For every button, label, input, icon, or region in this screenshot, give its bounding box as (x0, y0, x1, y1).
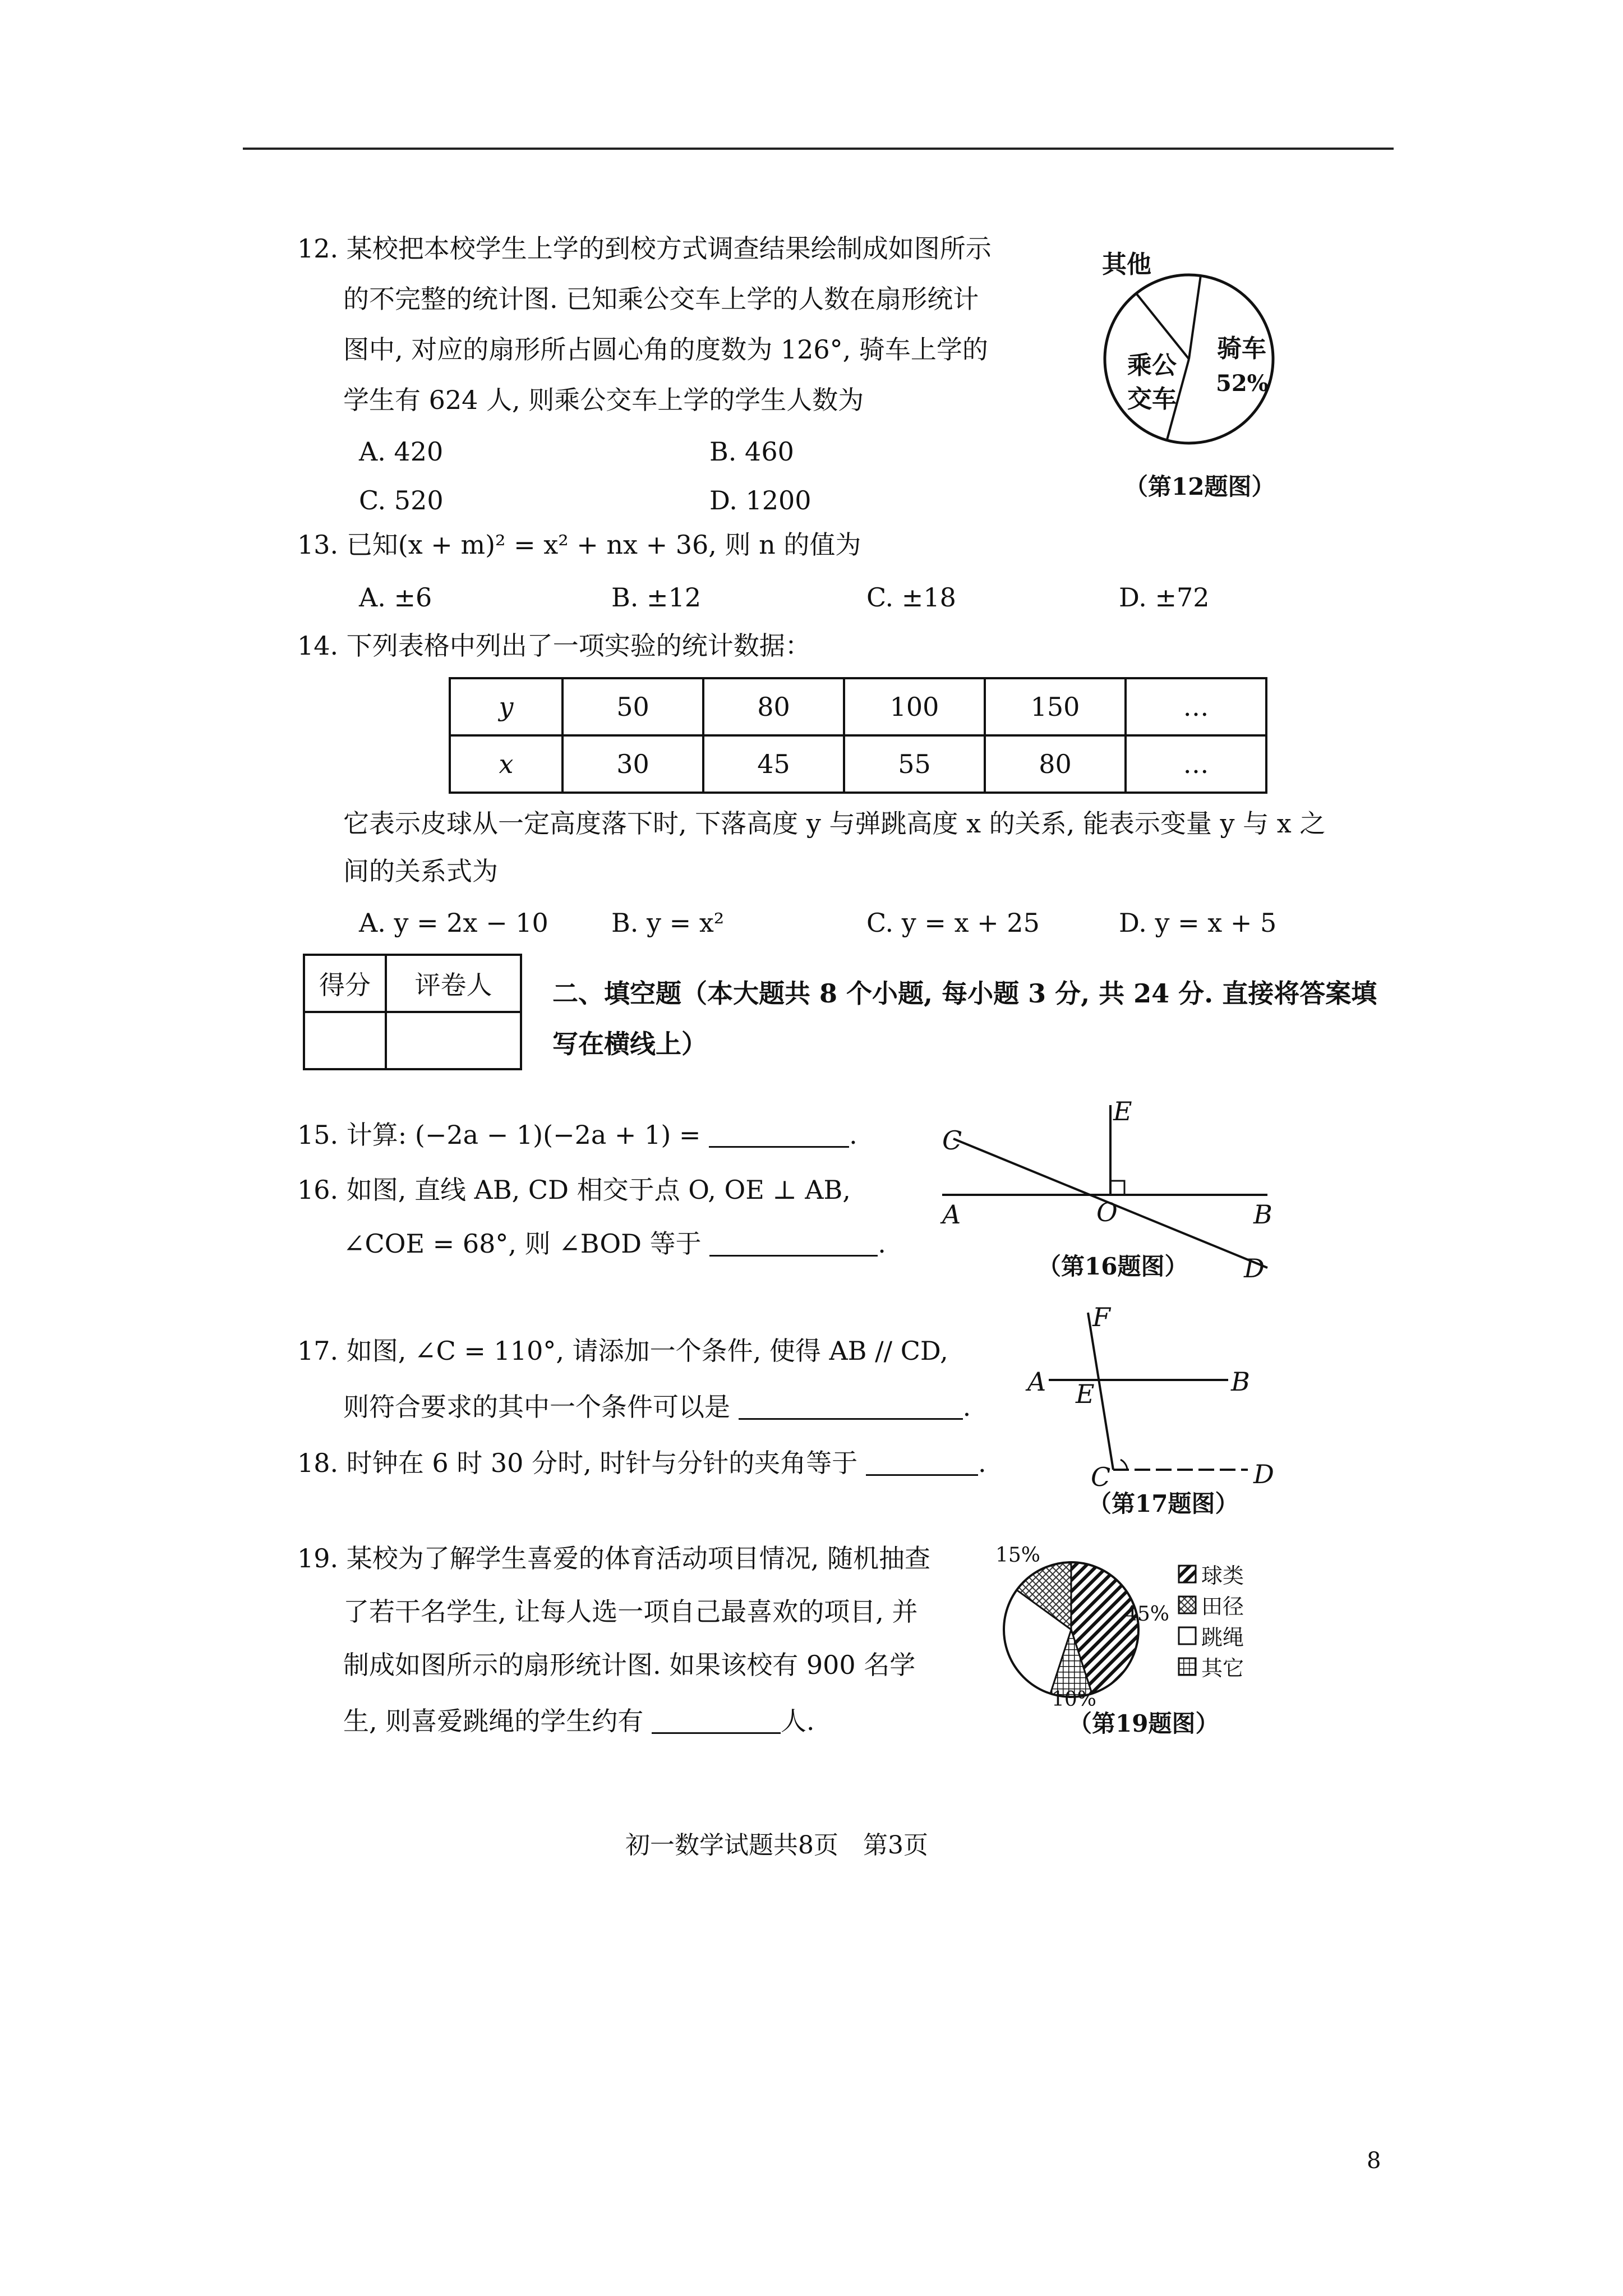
q17-figure-caption: （第17题图） (1088, 1490, 1239, 1517)
q12-line-4: 学生有 624 人, 则乘公交车上学的学生人数为 (343, 385, 864, 415)
q14-data-table (449, 677, 1267, 794)
table-cell: 30 (562, 735, 703, 793)
legend-item-track (1178, 1589, 1244, 1620)
q19-answer-blank[interactable] (652, 1710, 781, 1734)
other-swatch-icon (1178, 1657, 1197, 1676)
q19-line-4: 生, 则喜爱跳绳的学生约有 (343, 1706, 644, 1736)
q14-stem: 14. 下列表格中列出了一项实验的统计数据： (297, 631, 811, 661)
table-row (450, 735, 1266, 793)
q14-option-c: C. y = x + 25 (866, 908, 1040, 938)
q15-stem: 15. 计算: (−2a − 1)(−2a + 1) = (297, 1120, 701, 1150)
page-number: 8 (1367, 2148, 1381, 2174)
q12-label-bus-1: 乘公 (1127, 351, 1177, 380)
table-row (450, 678, 1266, 735)
q12-label-other: 其他 (1102, 250, 1151, 279)
legend-item-ball (1178, 1558, 1244, 1589)
q17-label-e: E (1076, 1379, 1095, 1409)
q16-end: . (878, 1228, 886, 1259)
q19-legend (1178, 1558, 1244, 1682)
q12-line-1: 12. 某校把本校学生上学的到校方式调查结果绘制成如图所示 (297, 233, 992, 264)
q17-label-a: A (1027, 1366, 1046, 1397)
q12-option-c: C. 520 (359, 485, 444, 516)
rope-swatch-icon (1178, 1626, 1197, 1645)
q14-option-d: D. y = x + 5 (1119, 908, 1277, 938)
q12-pie-radius-3 (1136, 293, 1189, 359)
q13-option-c: C. ±18 (866, 582, 956, 613)
q18-text-wrap (297, 1450, 986, 1476)
table-cell: 55 (844, 735, 985, 793)
q17-label-f: F (1092, 1302, 1110, 1332)
q17-line-2: 则符合要求的其中一个条件可以是 (343, 1392, 730, 1422)
table-row (304, 1012, 521, 1069)
q13-stem: 13. 已知(x + m)² = x² + nx + 36, 则 n 的值为 (297, 530, 861, 560)
table-cell: … (1126, 678, 1266, 735)
score-cell[interactable] (304, 1012, 386, 1069)
q17-label-b: B (1231, 1366, 1250, 1397)
q13-option-d: D. ±72 (1119, 582, 1210, 613)
q19-pct-other: 10% (1052, 1688, 1097, 1711)
q16-line-1: 16. 如图, 直线 AB, CD 相交于点 O, OE ⊥ AB, (297, 1175, 851, 1205)
q16-label-c: C (942, 1125, 962, 1156)
table-cell: … (1126, 735, 1266, 793)
q17-line-1: 17. 如图, ∠C = 110°, 请添加一个条件, 使得 AB // CD, (297, 1336, 948, 1366)
q12-line-2: 的不完整的统计图. 已知乘公交车上学的人数在扇形统计 (343, 284, 979, 314)
section2-title-2: 写在横线上） (552, 1029, 707, 1059)
legend-label: 其它 (1201, 1656, 1244, 1681)
score-label: 得分 (304, 955, 386, 1012)
q12-line-3: 图中, 对应的扇形所占圆心角的度数为 126°, 骑车上学的 (343, 334, 988, 365)
legend-label: 田径 (1201, 1594, 1244, 1619)
q12-label-bike: 骑车 (1217, 334, 1266, 363)
q14-option-b: B. y = x² (611, 908, 725, 938)
q13-option-b: B. ±12 (611, 582, 702, 613)
table-row (304, 955, 521, 1012)
legend-item-other (1178, 1651, 1244, 1682)
q12-label-bike-pct: 52% (1216, 370, 1269, 397)
q19-line-2: 了若干名学生, 让每人选一项自己最喜欢的项目, 并 (343, 1596, 918, 1627)
q17-end: . (962, 1392, 971, 1422)
q17-answer-blank[interactable] (739, 1396, 963, 1420)
table-cell: 50 (562, 678, 703, 735)
grader-cell[interactable] (386, 1012, 521, 1069)
table-cell: 150 (985, 678, 1126, 735)
legend-label: 球类 (1201, 1563, 1244, 1588)
q19-pct-ball: 45% (1124, 1603, 1170, 1626)
q12-figure-caption: （第12题图） (1124, 473, 1275, 500)
q16-label-d: D (1244, 1253, 1265, 1283)
table-cell: y (450, 678, 562, 735)
q16-line-2: ∠COE = 68°, 则 ∠BOD 等于 (343, 1228, 702, 1259)
q19-line-4-wrap (343, 1708, 815, 1734)
q14-after-line-1: 它表示皮球从一定高度落下时, 下落高度 y 与弹跳高度 x 的关系, 能表示变量 y 与 x 之 (343, 808, 1326, 839)
q18-stem: 18. 时钟在 6 时 30 分时, 时针与分针的夹角等于 (297, 1448, 858, 1478)
track-swatch-icon (1178, 1595, 1197, 1614)
q16-label-b: B (1253, 1199, 1272, 1230)
q13-option-a: A. ±6 (359, 582, 432, 613)
q17-label-d: D (1253, 1459, 1274, 1489)
q12-option-b: B. 460 (709, 436, 794, 467)
q18-answer-blank[interactable] (866, 1452, 978, 1476)
table-cell: 80 (703, 678, 844, 735)
q17-figure (1032, 1307, 1267, 1487)
q19-line-1: 19. 某校为了解学生喜爱的体育活动项目情况, 随机抽查 (297, 1543, 931, 1573)
q15-end: . (849, 1120, 857, 1150)
q17-label-c: C (1091, 1462, 1111, 1492)
q19-line-3: 制成如图所示的扇形统计图. 如果该校有 900 名学 (343, 1650, 916, 1680)
q15-text (297, 1122, 857, 1148)
grader-label: 评卷人 (386, 955, 521, 1012)
q12-pie-radius-1 (1189, 276, 1201, 360)
q12-label-bus-2: 交车 (1127, 385, 1177, 413)
table-cell: x (450, 735, 562, 793)
q12-option-a: A. 420 (359, 436, 444, 467)
q16-label-e: E (1113, 1096, 1132, 1126)
legend-label: 跳绳 (1201, 1625, 1244, 1650)
q16-label-a: A (942, 1199, 961, 1230)
q19-figure-caption: （第19题图） (1068, 1710, 1219, 1737)
ball-swatch-icon (1178, 1565, 1197, 1584)
section2-title-1: 二、填空题（本大题共 8 个小题, 每小题 3 分, 共 24 分. 直接将答案填 (552, 978, 1377, 1009)
q16-figure-caption: （第16题图） (1038, 1253, 1188, 1280)
q18-end: . (978, 1448, 986, 1478)
q14-after-line-2: 间的关系式为 (343, 856, 498, 886)
legend-item-rope (1178, 1620, 1244, 1651)
q16-answer-blank[interactable] (709, 1232, 878, 1257)
q12-option-d: D. 1200 (709, 485, 811, 516)
q17-line-2-wrap (343, 1394, 971, 1420)
table-cell: 80 (985, 735, 1126, 793)
header-rule (243, 148, 1394, 150)
q15-answer-blank[interactable] (709, 1124, 849, 1148)
q16-label-o: O (1096, 1197, 1118, 1227)
score-box (303, 954, 522, 1070)
q19-pct-track: 15% (995, 1544, 1041, 1567)
q19-end: 人. (780, 1706, 815, 1736)
q14-option-a: A. y = 2x − 10 (359, 908, 548, 938)
table-cell: 45 (703, 735, 844, 793)
q16-line-2-wrap (343, 1228, 886, 1259)
q19-pie-chart (995, 1554, 1147, 1705)
table-cell: 100 (844, 678, 985, 735)
page-footer: 初一数学试题共8页 第3页 (625, 1831, 928, 1860)
